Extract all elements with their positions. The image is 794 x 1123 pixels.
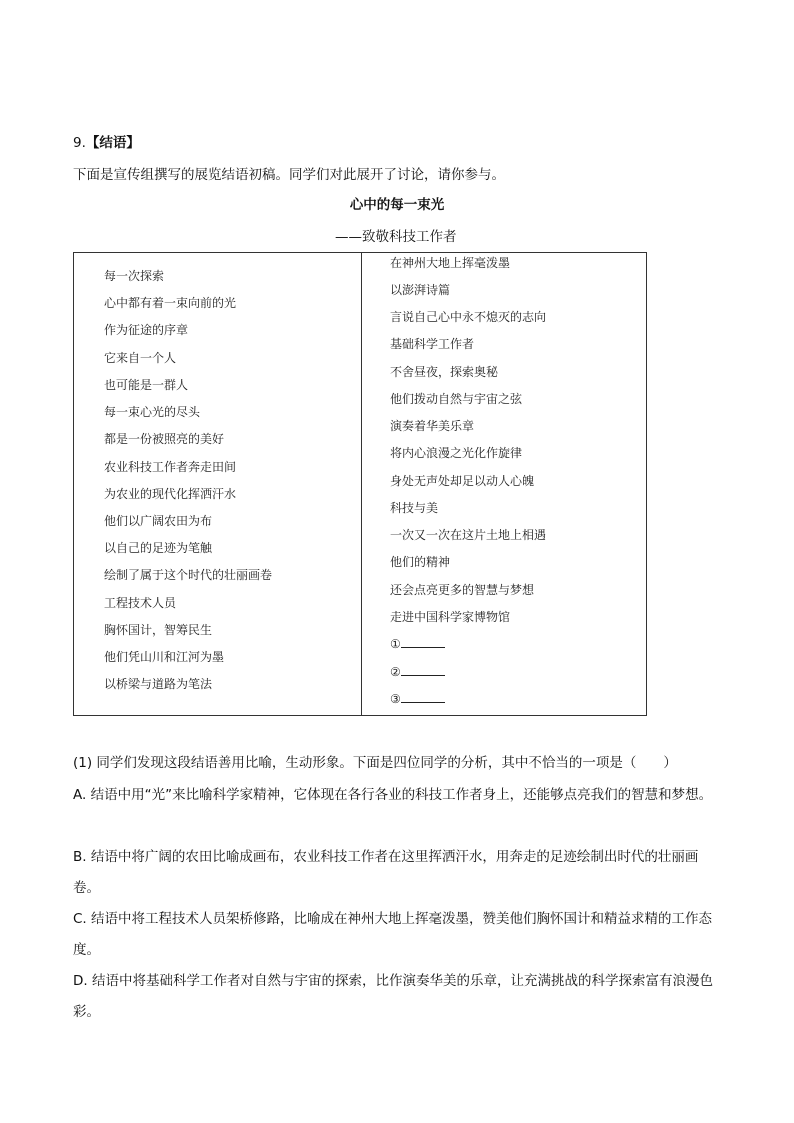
poem-line: 每一次探索 — [104, 269, 165, 283]
poem-line: 以澎湃诗篇 — [390, 283, 451, 297]
option-text: 结语中将工程技术人员架桥修路，比喻成在神州大地上挥毫泼墨，赞美他们胸怀国计和精益求精的工作态度。 — [73, 911, 713, 958]
poem-line: 一次又一次在这片土地上相遇 — [390, 528, 547, 542]
option-a — [73, 780, 725, 811]
blank-marker: ③ — [390, 692, 401, 706]
question-number: 9. — [73, 135, 86, 151]
option-letter: A. — [73, 787, 87, 803]
poem-line: 他们的精神 — [390, 555, 451, 569]
poem-line: 他们凭山川和江河为墨 — [104, 650, 225, 664]
poem-line: 演奏着华美乐章 — [390, 419, 475, 433]
poem-table — [73, 252, 647, 716]
option-text: 结语中将广阔的农田比喻成画布，农业科技工作者在这里挥洒汗水，用奔走的足迹绘制出时代的壮丽画卷。 — [73, 849, 699, 896]
option-text: 结语中将基础科学工作者对自然与宇宙的探索，比作演奏华美的乐章，让充满挑战的科学探索富有浪漫色彩。 — [73, 973, 713, 1020]
option-text: 结语中用“光”来比喻科学家精神，它体现在各行各业的科技工作者身上，还能够点亮我们的智慧和梦想。 — [90, 787, 713, 803]
poem-line: 以自己的足迹为笔触 — [104, 541, 213, 555]
poem-line: 言说自己心中永不熄灭的志向 — [390, 310, 547, 324]
blank-underline — [401, 693, 445, 703]
poem-blank-3 — [390, 691, 445, 707]
poem-line: 基础科学工作者 — [390, 337, 475, 351]
option-b — [73, 842, 725, 904]
poem-line: 胸怀国计，智筹民生 — [104, 623, 213, 637]
blank-marker: ② — [390, 665, 401, 679]
poem-title: 心中的每一束光 — [349, 197, 445, 213]
question-header — [73, 134, 140, 152]
poem-line: 他们以广阔农田为布 — [104, 514, 213, 528]
poem-line: 还会点亮更多的智慧与梦想 — [390, 583, 535, 597]
blank-underline — [401, 666, 445, 676]
poem-line: 都是一份被照亮的美好 — [104, 432, 225, 446]
poem-column-divider — [361, 253, 362, 715]
poem-line: 绘制了属于这个时代的壮丽画卷 — [104, 568, 273, 582]
poem-line: 身处无声处却足以动人心魄 — [390, 474, 535, 488]
blank-marker: ① — [390, 637, 401, 651]
blank-underline — [401, 638, 445, 648]
poem-line: 科技与美 — [390, 501, 439, 515]
option-letter: D. — [73, 973, 88, 989]
sub-question-stem: (1) 同学们发现这段结语善用比喻，生动形象。下面是四位同学的分析，其中不恰当的一项是（ ） — [73, 755, 677, 771]
poem-blank-1 — [390, 636, 445, 652]
option-letter: B. — [73, 849, 87, 865]
poem-line: 也可能是一群人 — [104, 378, 189, 392]
poem-line: 工程技术人员 — [104, 596, 177, 610]
poem-line: 他们拨动自然与宇宙之弦 — [390, 392, 523, 406]
poem-line: 以桥梁与道路为笔法 — [104, 677, 213, 691]
poem-line: 为农业的现代化挥洒汗水 — [104, 487, 237, 501]
question-tag: 【结语】 — [85, 135, 140, 151]
poem-line: 它来自一个人 — [104, 351, 177, 365]
poem-blank-2 — [390, 664, 445, 680]
option-letter: C. — [73, 911, 87, 927]
poem-line: 在神州大地上挥毫泼墨 — [390, 256, 511, 270]
poem-line: 作为征途的序章 — [104, 323, 189, 337]
option-d — [73, 966, 725, 1028]
option-c — [73, 904, 725, 966]
poem-line: 每一束心光的尽头 — [104, 405, 201, 419]
poem-line: 将内心浪漫之光化作旋律 — [390, 446, 523, 460]
poem-line: 农业科技工作者奔走田间 — [104, 460, 237, 474]
poem-line: 心中都有着一束向前的光 — [104, 296, 237, 310]
poem-line: 不舍昼夜，探索奥秘 — [390, 365, 499, 379]
question-intro: 下面是宣传组撰写的展览结语初稿。同学们对此展开了讨论，请你参与。 — [73, 167, 505, 183]
poem-subtitle: ——致敬科技工作者 — [335, 229, 457, 245]
poem-line: 走进中国科学家博物馆 — [390, 610, 511, 624]
